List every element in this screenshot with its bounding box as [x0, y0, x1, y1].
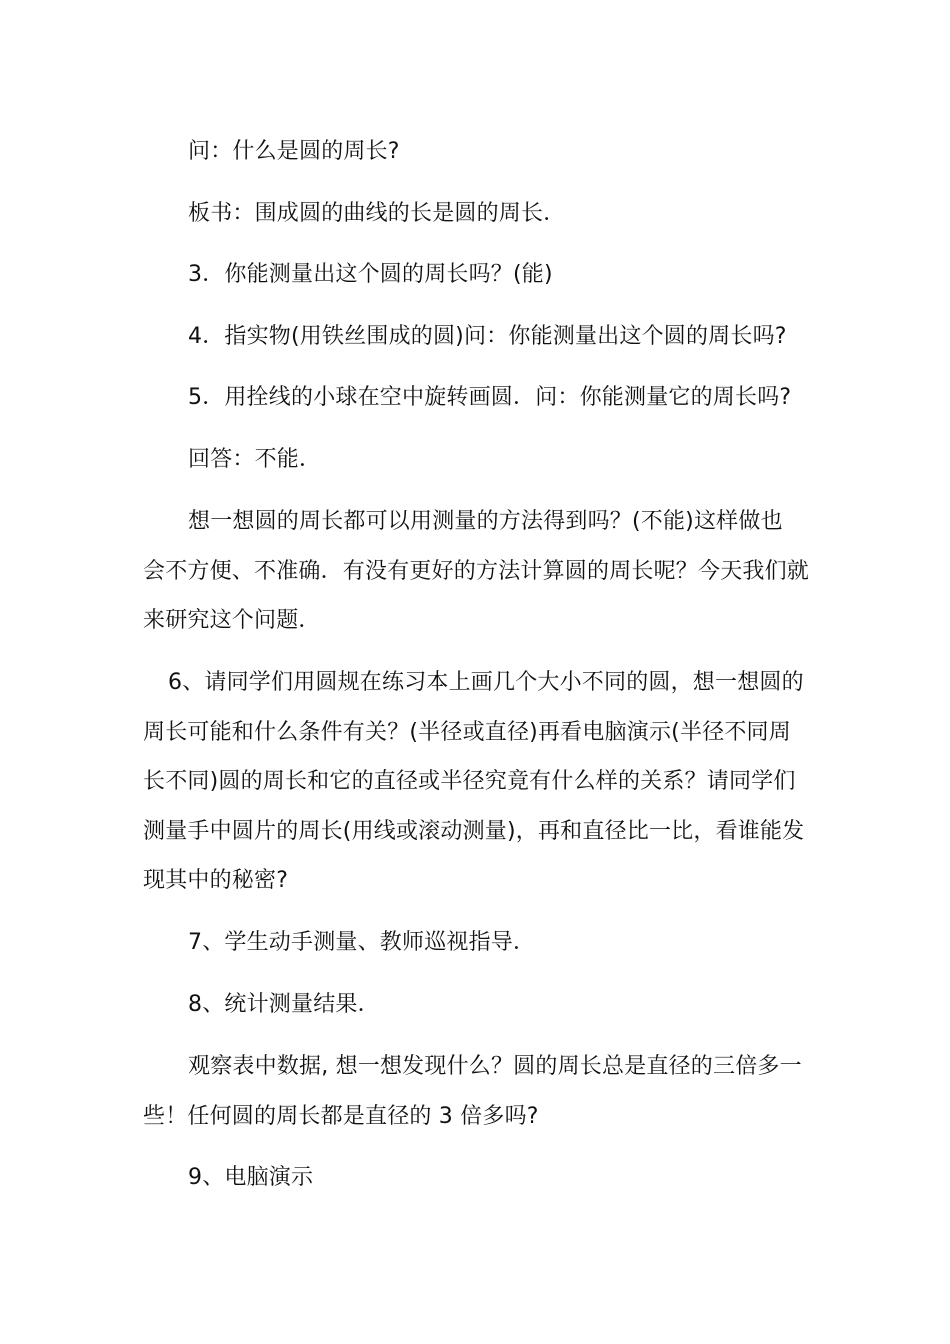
text-line: 4．指实物(用铁丝围成的圆)问：你能测量出这个圆的周长吗? — [188, 324, 787, 349]
text-line: 3．你能测量出这个圆的周长吗？(能) — [188, 262, 553, 287]
text-line: 周长可能和什么条件有关？(半径或直径)再看电脑演示(半径不同周 — [143, 720, 791, 745]
text-line: 来研究这个问题． — [143, 608, 321, 633]
text-line: 5．用拴线的小球在空中旋转画圆．问：你能测量它的周长吗? — [188, 385, 792, 410]
text-line: 7、学生动手测量、教师巡视指导． — [188, 930, 536, 955]
text-line: 些！任何圆的周长都是直径的 3 倍多吗? — [143, 1104, 539, 1129]
text-line: 测量手中圆片的周长(用线或滚动测量)，再和直径比一比，看谁能发 — [143, 819, 805, 844]
text-line: 板书：围成圆的曲线的长是圆的周长． — [188, 201, 566, 226]
text-line: 现其中的秘密? — [143, 868, 289, 893]
text-line: 观察表中数据, 想一想发现什么？圆的周长总是直径的三倍多一 — [188, 1054, 802, 1079]
text-line: 8、统计测量结果． — [188, 992, 380, 1017]
text-line: 想一想圆的周长都可以用测量的方法得到吗？(不能)这样做也 — [188, 509, 783, 534]
text-line: 长不同)圆的周长和它的直径或半径究竟有什么样的关系？请同学们 — [143, 769, 796, 794]
text-line: 问：什么是圆的周长? — [188, 139, 400, 164]
text-line: 6、请同学们用圆规在练习本上画几个大小不同的圆，想一想圆的 — [168, 670, 804, 695]
text-line: 9、电脑演示 — [188, 1165, 314, 1190]
text-line: 回答：不能． — [188, 447, 322, 472]
text-line: 会不方便、不准确．有没有更好的方法计算圆的周长呢？今天我们就 — [143, 559, 810, 584]
